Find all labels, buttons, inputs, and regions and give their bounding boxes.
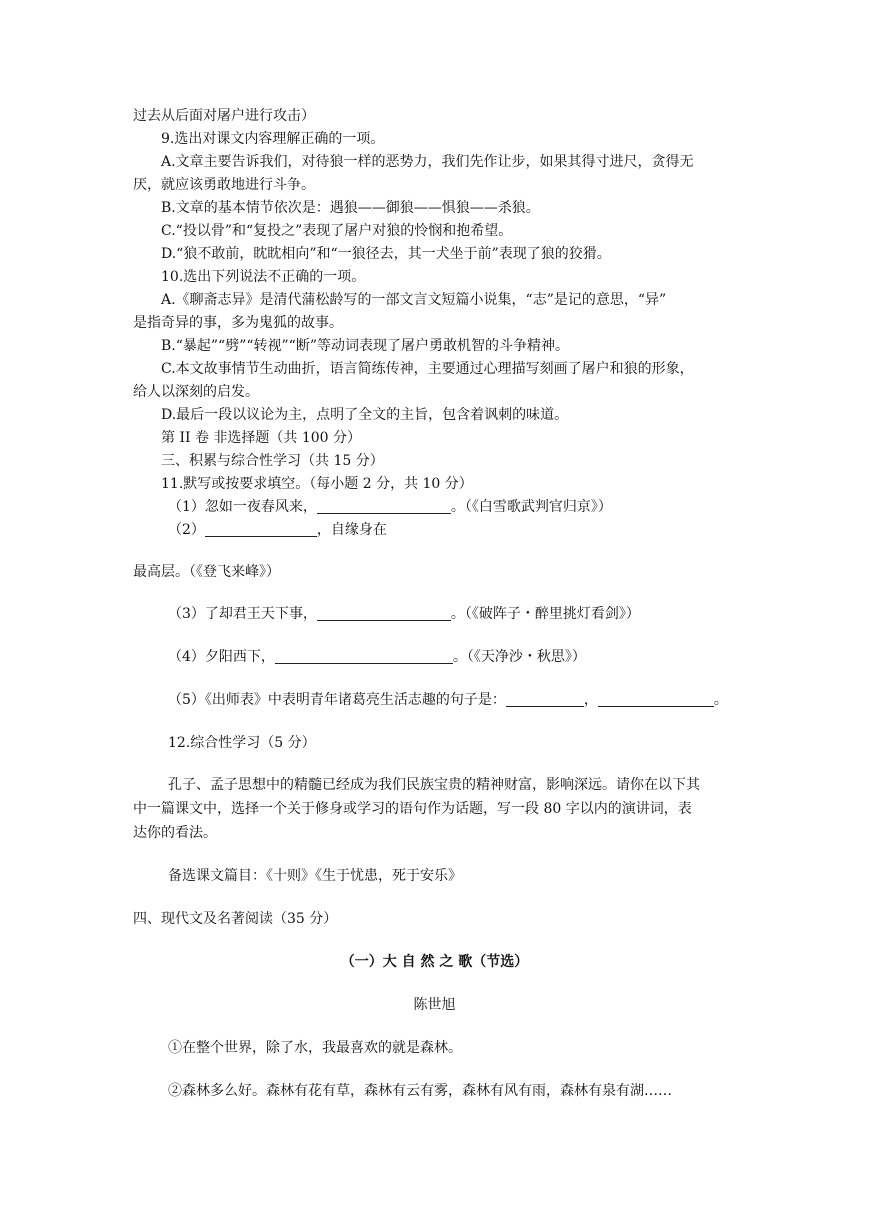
option-10c-cont: 给人以深刻的启发。 — [133, 384, 259, 400]
q11-3-prompt: （3）了却君王天下事， — [168, 606, 317, 622]
part-2-heading: 第 II 卷 非选择题（共 100 分） — [161, 430, 362, 446]
question-12: 12.综合性学习（5 分） — [168, 735, 316, 751]
option-9c: C.“投以骨”和“复投之”表现了屠户对狼的怜悯和抱希望。 — [161, 223, 513, 239]
q11-5-prompt: （5）《出师表》中表明青年诸葛亮生活志趣的句子是： — [168, 692, 506, 708]
q11-3-source: 。（《破阵子・醉里挑灯看剑》） — [450, 606, 640, 622]
answer-blank[interactable] — [317, 606, 451, 621]
question-11: 11.默写或按要求填空。（每小题 2 分，共 10 分） — [161, 476, 473, 492]
question-11-2 — [168, 520, 387, 540]
question-11-3 — [168, 604, 640, 624]
passage-paragraph-2: ②森林多么好。森林有花有草，森林有云有雾，森林有风有雨，森林有泉有湖…… — [168, 1083, 672, 1099]
q11-1-source: 。（《白雪歌武判官归京》） — [450, 499, 612, 515]
section-4-heading: 四、现代文及名著阅读（35 分） — [133, 911, 338, 927]
text-line: 过去从后面对屠户进行攻击） — [133, 108, 315, 124]
option-10a-cont: 是指奇异的事，多为鬼狐的故事。 — [133, 315, 343, 331]
q11-5-comma: ， — [583, 692, 598, 708]
option-10d: D.最后一段以议论为主，点明了全文的主旨，包含着讽刺的味道。 — [161, 407, 569, 423]
answer-blank[interactable] — [275, 649, 453, 664]
passage-title: （一）大 自 然 之 歌（节选） — [340, 954, 529, 970]
option-9b: B.文章的基本情节依次是：遇狼——御狼——惧狼——杀狼。 — [161, 200, 540, 216]
question-11-4 — [168, 647, 586, 667]
question-11-1 — [168, 497, 612, 517]
question-9: 9.选出对课文内容理解正确的一项。 — [161, 131, 385, 147]
q11-4-source: 。（《天净沙・秋思》） — [452, 649, 586, 665]
answer-blank[interactable] — [317, 499, 451, 514]
passage-author: 陈世旭 — [413, 997, 456, 1013]
option-10c: C.本文故事情节生动曲折，语言简练传神，主要通过心理描写刻画了屠户和狼的形象， — [161, 361, 694, 377]
question-12-options: 备选课文篇目：《十则》《生于忧患，死于安乐》 — [168, 868, 462, 884]
q11-5-end: 。 — [713, 692, 728, 708]
option-9a-cont: 厌，就应该勇敢地进行斗争。 — [133, 177, 315, 193]
question-11-2-cont: 最高层。（《登飞来峰》） — [133, 564, 280, 580]
question-12-para-cont: 中一篇课文中，选择一个关于修身或学习的语句作为话题，写一段 80 字以内的演讲词，表 — [133, 801, 692, 817]
option-10b: B.“暴起”“劈”“转视”“断”等动词表现了屠户勇敢机智的斗争精神。 — [161, 338, 569, 354]
answer-blank[interactable] — [205, 522, 317, 537]
q11-2-prompt: （2） — [168, 522, 205, 538]
q11-1-prompt: （1）忽如一夜春风来， — [168, 499, 317, 515]
question-12-para-cont: 达你的看法。 — [133, 825, 217, 841]
answer-blank[interactable] — [506, 692, 584, 707]
q11-4-prompt: （4）夕阳西下， — [168, 649, 275, 665]
option-10a: A.《聊斋志异》是清代蒲松龄写的一部文言文短篇小说集，“志”是记的意思，“异” — [161, 292, 667, 308]
passage-paragraph-1: ①在整个世界，除了水，我最喜欢的就是森林。 — [168, 1040, 462, 1056]
question-12-para: 孔子、孟子思想中的精髓已经成为我们民族宝贵的精神财富，影响深远。请你在以下其 — [168, 777, 700, 793]
option-9a: A.文章主要告诉我们，对待狼一样的恶势力，我们先作让步，如果其得寸进尺，贪得无 — [161, 154, 694, 170]
option-9d: D.“狼不敢前，眈眈相向”和“一狼径去，其一犬坐于前”表现了狼的狡猾。 — [161, 246, 611, 262]
section-3-heading: 三、积累与综合性学习（共 15 分） — [161, 453, 384, 469]
question-11-5 — [168, 690, 728, 710]
question-10: 10.选出下列说法不正确的一项。 — [161, 269, 366, 285]
answer-blank[interactable] — [598, 692, 714, 707]
q11-2-continuation: ，自缘身在 — [316, 522, 387, 538]
